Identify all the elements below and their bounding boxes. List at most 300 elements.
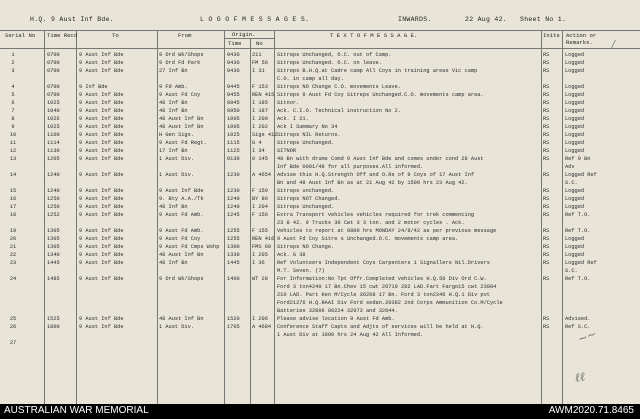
cell-serial: 19 xyxy=(9,228,17,234)
cell-serial: 9 xyxy=(11,124,15,130)
cell-to: 9 Aust Inf Bde xyxy=(79,100,124,106)
cell-remarks: Ref T.O. xyxy=(565,276,591,282)
table-row xyxy=(0,123,640,131)
table-row xyxy=(0,203,640,211)
cell-serial: 11 xyxy=(9,140,17,146)
cell-remarks: Ref 9 Bn xyxy=(565,156,591,162)
cell-time: 0700 xyxy=(47,84,60,90)
cell-time: 1305 xyxy=(47,228,60,234)
cell-text: 1 Aust Div at 1800 hrs 24 Aug 42 All Informed. xyxy=(277,332,424,338)
cell-from: H Gen Sigs. xyxy=(159,132,194,138)
log-date: 22 Aug 42. xyxy=(465,16,508,23)
cell-remarks: Logged xyxy=(565,196,585,202)
col-origin: Origin. xyxy=(232,31,256,38)
cell-text: C.O. in camp all day. xyxy=(277,76,344,82)
cell-init: RS xyxy=(543,156,550,162)
cell-from: 27 Inf Bn xyxy=(159,68,188,74)
cell-text: Advise this H.Q.Strength Off and O.Rs of 9 Coys of 17 Aust Inf xyxy=(277,172,475,178)
cell-serial: 5 xyxy=(11,92,15,98)
cell-remarks: Adv xyxy=(565,164,575,170)
cell-otime: 1255 xyxy=(227,228,240,234)
cell-text: Sitreps NO Change. xyxy=(277,244,335,250)
cell-to: 9 Aust Inf Bde xyxy=(79,244,124,250)
cell-ono: F 159 xyxy=(252,188,268,194)
cell-ono: FMS 60 xyxy=(252,244,272,250)
cell-serial: 23 xyxy=(9,260,17,266)
institution-name: AUSTRALIAN WAR MEMORIAL xyxy=(4,405,149,416)
cell-serial: 24 xyxy=(9,276,17,282)
header-top-rule xyxy=(0,30,640,31)
cell-to: 9 Aust Inf Bde xyxy=(79,116,124,122)
table-row xyxy=(0,91,640,99)
table-row xyxy=(0,331,640,339)
cell-serial: 8 xyxy=(11,116,15,122)
cell-init: RS xyxy=(543,116,550,122)
unit-header: H.Q. 9 Aust Inf Bde. xyxy=(30,16,115,23)
cell-init: RS xyxy=(543,92,550,98)
table-row xyxy=(0,83,640,91)
cell-text: Sitreps NOT Changed. xyxy=(277,196,341,202)
cell-text: Ack. C.I.O. Technical instruction No 2. xyxy=(277,108,401,114)
cell-ono: A 4654 xyxy=(252,172,272,178)
table-row xyxy=(0,307,640,315)
cell-init: RS xyxy=(543,124,550,130)
table-row xyxy=(0,75,640,83)
cell-to: 9 Inf Bde xyxy=(79,84,108,90)
cell-remarks: Ref S.C. xyxy=(565,324,591,330)
cell-from: 9 Aust Fd Amb. xyxy=(159,228,204,234)
cell-from: 48 Inf Bn xyxy=(159,204,188,210)
cell-text: Sitreps 9 Aust Fd Coy Sitreps Unchanged.C.O. movements camp area. xyxy=(277,92,484,98)
cell-remarks: S.C. xyxy=(565,180,578,186)
cell-remarks: S.C. xyxy=(565,268,578,274)
cell-ono: F 156 xyxy=(252,212,268,218)
cell-text: Bn and 48 Aust Inf Bn as at 21 Aug 42 by 1500 hrs 23 Aug 42. xyxy=(277,180,468,186)
cell-ono: F 153 xyxy=(252,84,268,90)
cell-from: 9 Fd Amb. xyxy=(159,84,188,90)
cell-init: RS xyxy=(543,60,550,66)
cell-remarks: Logged xyxy=(565,236,585,242)
cell-remarks: Logged Ref xyxy=(565,172,597,178)
cell-text: Conference Staff Capts and Adjts of services will be held at H.Q. xyxy=(277,324,484,330)
cell-otime: 1115 xyxy=(227,140,240,146)
cell-to: 9 Aust Inf Bde xyxy=(79,188,124,194)
cell-to: 9 Aust Inf Bde xyxy=(79,68,124,74)
col-remarks: Action or Remarks. xyxy=(566,32,597,46)
header-bottom-rule xyxy=(0,48,640,49)
cell-text: Sitreps Unchanged. xyxy=(277,204,335,210)
cell-from: 48 Aust Inf Bn xyxy=(159,316,204,322)
cell-to: 9 Aust Inf Bde xyxy=(79,212,124,218)
cell-init: RS xyxy=(543,148,550,154)
cell-text: Sitreps NIL Returns. xyxy=(277,132,341,138)
cell-serial: 10 xyxy=(9,132,17,138)
cell-otime: 1330 xyxy=(227,252,240,258)
cell-remarks: Ref T.O. xyxy=(565,228,591,234)
cell-from: 9 Ord Fd Park xyxy=(159,60,201,66)
cell-to: 9 Aust Inf Bde xyxy=(79,276,124,282)
cell-ono: REN 416 xyxy=(252,236,275,242)
table-row xyxy=(0,283,640,291)
cell-serial: 25 xyxy=(9,316,17,322)
cell-otime: 0445 xyxy=(227,84,240,90)
cell-otime: 1005 xyxy=(227,124,240,130)
cell-text: Sitreps Unchanged. O.C. on leave. xyxy=(277,60,382,66)
cell-text: Sitreps unchanged. xyxy=(277,188,335,194)
cell-to: 9 Aust Inf Bde xyxy=(79,124,124,130)
cell-to: 9 Aust Inf Bde xyxy=(79,92,124,98)
origin-sub-rule xyxy=(224,38,274,39)
table-row xyxy=(0,187,640,195)
cell-remarks: Logged xyxy=(565,116,585,122)
cell-ono: FM 56 xyxy=(252,60,268,66)
cell-serial: 18 xyxy=(9,212,17,218)
cell-to: 9 Aust Inf Bde xyxy=(79,148,124,154)
cell-to: 9 Aust Inf Bde xyxy=(79,204,124,210)
cell-from: 48 Aust Inf Bn xyxy=(159,116,204,122)
cell-otime: 0950 xyxy=(227,108,240,114)
cell-to: 9 Aust Inf Bde xyxy=(79,228,124,234)
cell-remarks: Logged xyxy=(565,148,585,154)
cell-time: 0700 xyxy=(47,60,60,66)
cell-text: Please advise location 9 Aust Fd Amb. xyxy=(277,316,395,322)
cell-init: RS xyxy=(543,100,550,106)
cell-time: 1240 xyxy=(47,172,60,178)
cell-text: Sitreps NO Change C.O. movements Leave. xyxy=(277,84,401,90)
cell-time: 1250 xyxy=(47,204,60,210)
cell-from: 48 Inf Bn xyxy=(159,108,188,114)
cell-init: RS xyxy=(543,252,550,258)
table-row xyxy=(0,315,640,323)
cell-from: 9 Aust Fd Amb. xyxy=(159,212,204,218)
cell-ono: I 200 xyxy=(252,116,268,122)
cell-text: Batteries 32806 80224 32973 and 32644. xyxy=(277,308,398,314)
table-row xyxy=(0,115,640,123)
col-serial: Serial No xyxy=(5,32,36,39)
cell-time: 1485 xyxy=(47,276,60,282)
table-row xyxy=(0,339,640,347)
cell-text: 9 Aust Fd Coy Sitre s Unchanged.O.C. movements camp area. xyxy=(277,236,459,242)
cell-to: 9 Aust Inf Bde xyxy=(79,156,124,162)
cell-to: 9 Aust Inf Bde xyxy=(79,316,124,322)
cell-text: Sitreps Unchanged. xyxy=(277,140,335,146)
cell-otime: 0430 xyxy=(227,60,240,66)
cell-init: RS xyxy=(543,244,550,250)
table-row xyxy=(0,51,640,59)
cell-init: RS xyxy=(543,196,550,202)
cell-from: 1 Aust Div. xyxy=(159,156,194,162)
cell-text: Ford 3 ton4240 17 Bn.Chev 15 cwt 26719 282 LAD.Fart Fargo15 cwt 23084 xyxy=(277,284,497,290)
cell-from: 9 Aust Fd Coy xyxy=(159,92,201,98)
cell-ono: I 31 xyxy=(252,68,265,74)
table-row xyxy=(0,139,640,147)
cell-time: 1305 xyxy=(47,236,60,242)
cell-serial: 27 xyxy=(9,340,17,346)
table-row xyxy=(0,163,640,171)
cell-serial: 21 xyxy=(9,244,17,250)
cell-from: 9 Ord Wk/Shops xyxy=(159,52,204,58)
cell-otime: 0430 xyxy=(227,52,240,58)
cell-text: Sitreps B.H.Q.at Cadre camp All Coys in training areas Vic camp xyxy=(277,68,478,74)
table-row xyxy=(0,99,640,107)
col-origin-time: Time xyxy=(228,40,242,47)
cell-text: Extra Transport vehicles vehicles required for trek commencing xyxy=(277,212,475,218)
table-row xyxy=(0,323,640,331)
cell-init: RS xyxy=(543,84,550,90)
cell-text: Sitnor. xyxy=(277,100,300,106)
col-inits: Inits xyxy=(543,32,560,39)
cell-ono: 0 145 xyxy=(252,156,268,162)
cell-init: RS xyxy=(543,316,550,322)
cell-otime: 1705 xyxy=(227,324,240,330)
cell-text: Sitreps Unchanged, O.C. out of Camp. xyxy=(277,52,392,58)
cell-time: 1340 xyxy=(47,252,60,258)
cell-time: 1800 xyxy=(47,324,60,330)
cell-ono: Sigs 412 xyxy=(252,132,278,138)
cell-init: RS xyxy=(543,108,550,114)
col-time-recd: Time Recd xyxy=(47,32,78,39)
cell-otime: 1245 xyxy=(227,212,240,218)
cell-remarks: Ref T.O. xyxy=(565,212,591,218)
cell-to: 9 Aust Inf Bde xyxy=(79,196,124,202)
sheet-number: Sheet No 1. xyxy=(520,16,567,23)
cell-time: 1445 xyxy=(47,260,60,266)
cell-time: 1205 xyxy=(47,156,60,162)
cell-time: 0700 xyxy=(47,68,60,74)
cell-init: RS xyxy=(543,132,550,138)
cell-text: SITNOR xyxy=(277,148,297,154)
cell-otime: 0130 xyxy=(227,156,240,162)
direction-label: INWARDS. xyxy=(398,16,432,23)
cell-text: Ford21276 H.Q.RAAI Div Ford sedan.20382 2nd Corps Ammunition Co.M/Cycle xyxy=(277,300,503,306)
col-from: From xyxy=(178,32,192,39)
cell-remarks: Advised. xyxy=(565,316,591,322)
cell-text: Vehicles to report at 0800 hrs MONDAY 24/8/42 as per previous message xyxy=(277,228,497,234)
cell-serial: 2 xyxy=(11,60,15,66)
cell-remarks: Logged Ref xyxy=(565,260,597,266)
cell-ono: I 187 xyxy=(252,108,268,114)
cell-init: RS xyxy=(543,52,550,58)
cell-serial: 7 xyxy=(11,108,15,114)
cell-otime: 0455 xyxy=(227,92,240,98)
cell-remarks: Logged xyxy=(565,132,585,138)
cell-ono: I 185 xyxy=(252,100,268,106)
cell-remarks: Logged xyxy=(565,108,585,114)
cell-ono: I 202 xyxy=(252,124,268,130)
cell-time: 1240 xyxy=(47,188,60,194)
cell-ono: I 206 xyxy=(252,316,268,322)
cell-remarks: Logged xyxy=(565,68,585,74)
handwritten-mark: / xyxy=(612,40,616,50)
cell-serial: 1 xyxy=(11,52,15,58)
cell-init: RS xyxy=(543,228,550,234)
cell-serial: 26 xyxy=(9,324,17,330)
table-row xyxy=(0,131,640,139)
cell-init: RS xyxy=(543,236,550,242)
cell-from: 17 Inf Bn xyxy=(159,148,188,154)
cell-time: 1525 xyxy=(47,316,60,322)
cell-from: 1 Aust Div. xyxy=(159,172,194,178)
cell-otime: 0430 xyxy=(227,68,240,74)
cell-from: 48 Aust Inf Bn xyxy=(159,252,204,258)
table-row xyxy=(0,107,640,115)
cell-from: 48 Aust Inf Bn xyxy=(159,124,204,130)
cell-serial: 22 xyxy=(9,252,17,258)
cell-to: 9 Aust Inf Bde xyxy=(79,108,124,114)
cell-from: 9 Ord Wk/Shops xyxy=(159,276,204,282)
cell-serial: 6 xyxy=(11,100,15,106)
cell-otime: 1025 xyxy=(227,132,240,138)
cell-otime: 0945 xyxy=(227,100,240,106)
cell-init: RS xyxy=(543,204,550,210)
table-row xyxy=(0,267,640,275)
table-row xyxy=(0,243,640,251)
handwritten-signature: ~~ xyxy=(576,327,599,346)
table-row xyxy=(0,227,640,235)
cell-ono: I 34 xyxy=(252,148,265,154)
cell-otime: 1005 xyxy=(227,116,240,122)
cell-to: 9 Aust Inf Bde xyxy=(79,324,124,330)
cell-serial: 4 xyxy=(11,84,15,90)
col-text: T E X T O F M E S S A G E. xyxy=(330,32,418,39)
cell-otime: 1240 xyxy=(227,196,240,202)
cell-time: 1025 xyxy=(47,100,60,106)
col-to: To xyxy=(112,32,119,39)
cell-remarks: Logged xyxy=(565,92,585,98)
archive-reference: AWM2020.71.8465 xyxy=(548,405,634,416)
cell-ono: BY 86 xyxy=(252,196,268,202)
archive-footer xyxy=(0,404,640,419)
cell-time: 1026 xyxy=(47,116,60,122)
cell-otime: 1300 xyxy=(227,244,240,250)
cell-text: Inf Bde 0001/48 for all purposes.All informed. xyxy=(277,164,424,170)
cell-from: 48 Inf Bn xyxy=(159,100,188,106)
cell-time: 1130 xyxy=(47,148,60,154)
cell-ono: 211 xyxy=(252,52,262,58)
cell-init: RS xyxy=(543,212,550,218)
log-title: L O G O F M E S S A G E S. xyxy=(200,16,310,23)
cell-to: 9 Aust Inf Bde xyxy=(79,260,124,266)
cell-ono: F 155 xyxy=(252,228,268,234)
cell-ono: I 36 xyxy=(252,260,265,266)
cell-otime: 1520 xyxy=(227,316,240,322)
cell-init: RS xyxy=(543,68,550,74)
cell-otime: 1125 xyxy=(227,148,240,154)
table-row xyxy=(0,251,640,259)
handwritten-signature: ℓℓ xyxy=(573,369,587,385)
cell-otime: 1230 xyxy=(227,188,240,194)
cell-ono: WT 28 xyxy=(252,276,268,282)
table-row xyxy=(0,171,640,179)
cell-time: 1025 xyxy=(47,124,60,130)
cell-remarks: Logged xyxy=(565,188,585,194)
cell-serial: 3 xyxy=(11,68,15,74)
cell-time: 1114 xyxy=(47,140,60,146)
table-row xyxy=(0,147,640,155)
cell-text: Ack I Summary No 34 xyxy=(277,124,338,130)
cell-text: For Information:No Tpt Offr.Completed vehicles H.Q.50 Div Ord C.W. xyxy=(277,276,487,282)
cell-to: 9 Aust Inf Bde xyxy=(79,132,124,138)
cell-to: 9 Aust Inf Bde xyxy=(79,52,124,58)
table-row xyxy=(0,59,640,67)
cell-serial: 15 xyxy=(9,188,17,194)
table-row xyxy=(0,299,640,307)
cell-from: 48 Inf Bn xyxy=(159,260,188,266)
cell-time: 1100 xyxy=(47,132,60,138)
cell-to: 9 Aust Inf Bde xyxy=(79,60,124,66)
table-row xyxy=(0,259,640,267)
cell-from: 9 Aust Fd Regt. xyxy=(159,140,207,146)
cell-time: 0700 xyxy=(47,92,60,98)
table-row xyxy=(0,67,640,75)
cell-serial: 16 xyxy=(9,196,17,202)
table-row xyxy=(0,155,640,163)
cell-serial: 13 xyxy=(9,156,17,162)
cell-otime: 1445 xyxy=(227,260,240,266)
cell-init: RS xyxy=(543,140,550,146)
cell-ono: A 4684 xyxy=(252,324,272,330)
cell-serial: 14 xyxy=(9,172,17,178)
cell-text: 48 Bn with drums Comd 9 Aust Inf Bde and comes under cond 28 Aust xyxy=(277,156,484,162)
cell-to: 9 Aust Inf Bde xyxy=(79,252,124,258)
cell-remarks: Logged xyxy=(565,124,585,130)
cell-remarks: Logged xyxy=(565,52,585,58)
cell-otime: 1230 xyxy=(227,172,240,178)
cell-ono: I 204 xyxy=(252,204,268,210)
table-row xyxy=(0,195,640,203)
cell-text: M.T. Seven. (7) xyxy=(277,268,325,274)
cell-otime: 1255 xyxy=(227,236,240,242)
cell-init: RS xyxy=(543,324,550,330)
cell-from: 9 Aust Inf Bde xyxy=(159,188,204,194)
cell-to: 9 Aust Inf Bde xyxy=(79,140,124,146)
cell-from: 9 Aust Fd Cmps Wshp xyxy=(159,244,220,250)
cell-serial: 20 xyxy=(9,236,17,242)
cell-time: 1040 xyxy=(47,108,60,114)
table-row xyxy=(0,211,640,219)
cell-from: 9. Bty A.A./Tk xyxy=(159,196,204,202)
cell-init: RS xyxy=(543,276,550,282)
table-row xyxy=(0,219,640,227)
cell-text: 210 LAD. Part Ken M/Cycle 36268 17 Bn. Ford 3 ton2346 H.Q.1 Div pvt xyxy=(277,292,490,298)
cell-time: 1250 xyxy=(47,196,60,202)
cell-from: 1 Aust Div. xyxy=(159,324,194,330)
cell-remarks: Logged xyxy=(565,244,585,250)
cell-init: RS xyxy=(543,260,550,266)
cell-ono: REN 415 xyxy=(252,92,275,98)
cell-from: 9 Aust Fd Coy xyxy=(159,236,201,242)
col-origin-no: No xyxy=(256,40,263,47)
cell-text: 23 8 42. 9 Trucks 30 Cwt 3 3 ton. and 2 motor cycles . Ack. xyxy=(277,220,465,226)
table-row xyxy=(0,235,640,243)
cell-remarks: Logged xyxy=(565,84,585,90)
cell-remarks: Logged xyxy=(565,204,585,210)
cell-to: 9 Aust Inf Bde xyxy=(79,236,124,242)
table-row xyxy=(0,275,640,283)
cell-text: Ack. G 38 xyxy=(277,252,306,258)
cell-time: 1305 xyxy=(47,244,60,250)
cell-otime: 1240 xyxy=(227,204,240,210)
cell-ono: I 205 xyxy=(252,252,268,258)
cell-remarks: Logged xyxy=(565,252,585,258)
cell-serial: 17 xyxy=(9,204,17,210)
table-row xyxy=(0,179,640,187)
cell-time: 0700 xyxy=(47,52,60,58)
cell-init: RS xyxy=(543,188,550,194)
cell-otime: 1400 xyxy=(227,276,240,282)
table-row xyxy=(0,291,640,299)
cell-time: 1252 xyxy=(47,212,60,218)
